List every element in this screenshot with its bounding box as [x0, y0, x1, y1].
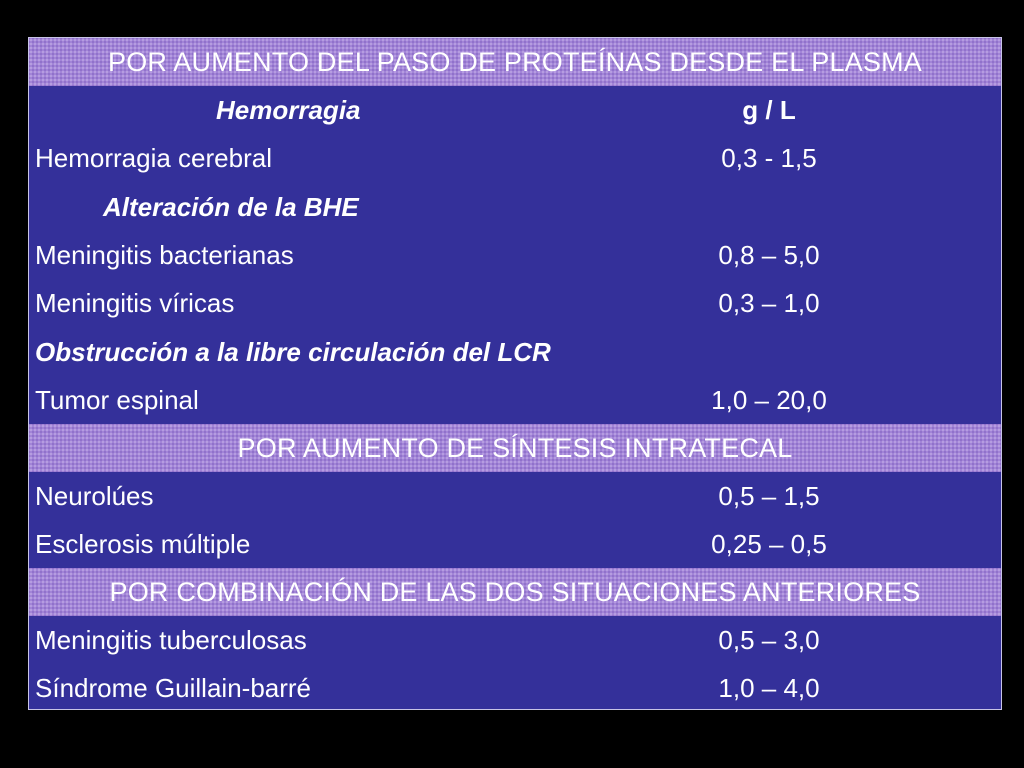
row-value: 1,0 – 4,0 [718, 673, 820, 703]
row-label: Hemorragia cerebral [35, 143, 272, 173]
subheading-hemorragia: Hemorragia [216, 95, 361, 125]
table-row [29, 472, 1001, 520]
unit-heading: g / L [742, 95, 796, 125]
table-row [29, 520, 1001, 568]
subheading-row-hemorragia [29, 86, 1001, 134]
row-value: 1,0 – 20,0 [711, 385, 827, 415]
row-label: Neurolúes [35, 481, 154, 511]
section-header-intratecal: POR AUMENTO DE SÍNTESIS INTRATECAL [29, 424, 1001, 472]
table-row [29, 134, 1001, 182]
subheading-row-obstruccion [29, 328, 1001, 376]
row-value: 0,5 – 3,0 [718, 625, 820, 655]
row-value: 0,5 – 1,5 [718, 481, 820, 511]
row-label: Esclerosis múltiple [35, 529, 251, 559]
subheading-bhe: Alteración de la BHE [103, 192, 359, 222]
row-label: Meningitis tuberculosas [35, 625, 307, 655]
row-value: 0,3 - 1,5 [721, 143, 817, 173]
row-value: 0,3 – 1,0 [718, 288, 820, 318]
row-label: Tumor espinal [35, 385, 199, 415]
subheading-obstruccion: Obstrucción a la libre circulación del LCR [35, 337, 551, 367]
table-row [29, 664, 1001, 712]
section-header-plasma: POR AUMENTO DEL PASO DE PROTEÍNAS DESDE EL PLASMA [29, 38, 1001, 86]
table-row [29, 616, 1001, 664]
row-label: Síndrome Guillain-barré [35, 673, 312, 703]
table-row [29, 279, 1001, 327]
row-value: 0,8 – 5,0 [718, 240, 820, 270]
row-label: Meningitis bacterianas [35, 240, 294, 270]
row-label: Meningitis víricas [35, 288, 235, 318]
subheading-row-bhe [29, 183, 1001, 231]
protein-table [28, 37, 1002, 710]
row-value: 0,25 – 0,5 [711, 529, 827, 559]
table-row [29, 376, 1001, 424]
section-header-combinacion: POR COMBINACIÓN DE LAS DOS SITUACIONES ANTERIORES [29, 568, 1001, 616]
table-row [29, 231, 1001, 279]
